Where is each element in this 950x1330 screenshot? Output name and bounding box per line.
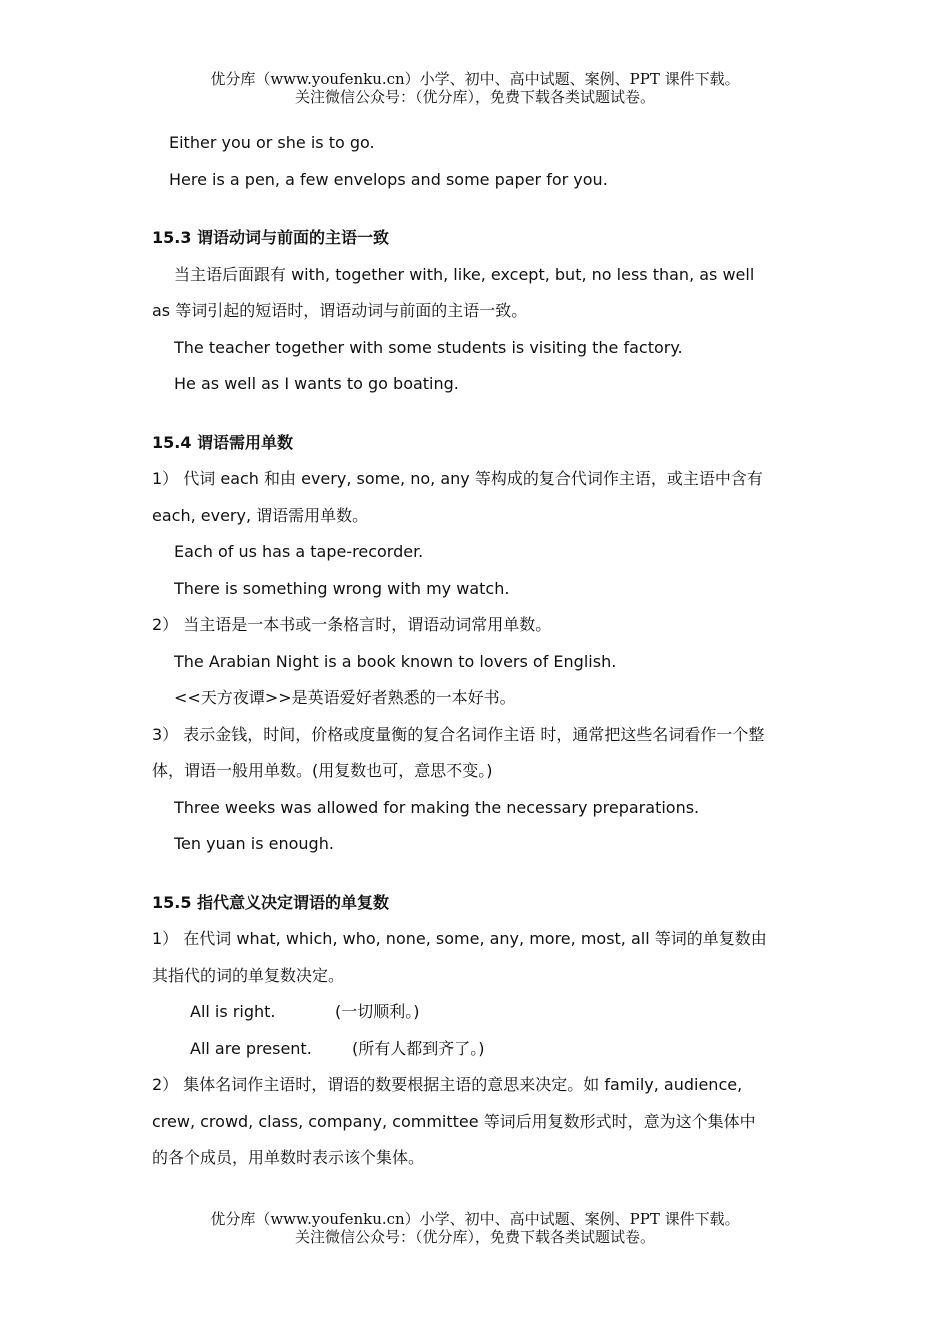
example-sentence: There is something wrong with my watch. [174, 578, 510, 598]
rule-line: 3） 表示金钱，时间，价格或度量衡的复合名词作主语 时，通常把这些名词看作一个整 [152, 724, 765, 744]
section-heading-15-4: 15.4 谓语需用单数 [152, 432, 294, 452]
rule-line: 2） 集体名词作主语时，谓语的数要根据主语的意思来决定。如 family, audience, [152, 1075, 743, 1094]
example-sentence: The teacher together with some students is visiting the factory. [174, 337, 683, 357]
footer-line-1: 优分库（www.youfenku.cn）小学、初中、高中试题、案例、PPT 课件下载。 [210, 1210, 740, 1228]
header-line-2: 关注微信公众号：（优分库），免费下载各类试题试卷。 [294, 88, 655, 106]
example-translation: (一切顺利。) [335, 1002, 420, 1021]
rule-line: 1） 代词 each 和由 every, some, no, any 等构成的复合代词作主语，或主语中含有 [152, 469, 763, 488]
example-sentence: All are present. [190, 1038, 312, 1058]
example-sentence: He as well as I wants to go boating. [174, 374, 459, 393]
paragraph-line: 当主语后面跟有 with, together with, like, except, but, no less than, as well [174, 264, 755, 284]
example-sentence: The Arabian Night is a book known to lovers of English. [174, 651, 617, 671]
example-sentence: Here is a pen, a few envelops and some paper for you. [169, 169, 608, 189]
example-translation: <<天方夜谭>>是英语爱好者熟悉的一本好书。 [174, 688, 516, 707]
header-line-1: 优分库（www.youfenku.cn）小学、初中、高中试题、案例、PPT 课件下载。 [210, 70, 740, 88]
example-row [152, 994, 797, 1031]
example-sentence: Three weeks was allowed for making the necessary preparations. [174, 797, 700, 817]
footer-line-2: 关注微信公众号：（优分库），免费下载各类试题试卷。 [294, 1228, 655, 1246]
document-body [152, 125, 797, 1177]
example-sentence: Either you or she is to go. [169, 133, 375, 152]
paragraph-line: as 等词引起的短语时，谓语动词与前面的主语一致。 [152, 301, 528, 320]
example-translation: (所有人都到齐了。) [352, 1038, 485, 1058]
section-heading-15-5: 15.5 指代意义决定谓语的单复数 [152, 892, 390, 912]
rule-line: 1） 在代词 what, which, who, none, some, any, more, most, all 等词的单复数由 [152, 929, 767, 948]
example-sentence: Each of us has a tape-recorder. [174, 542, 424, 561]
page-header [0, 70, 950, 106]
example-sentence: All is right. [190, 1002, 276, 1021]
section-heading-15-3: 15.3 谓语动词与前面的主语一致 [152, 228, 390, 247]
rule-line: 2） 当主语是一本书或一条格言时，谓语动词常用单数。 [152, 615, 552, 634]
example-sentence: Ten yuan is enough. [174, 834, 334, 853]
rule-line: crew, crowd, class, company, committee 等词后用复数形式时，意为这个集体中 [152, 1111, 756, 1131]
rule-line: 其指代的词的单复数决定。 [152, 965, 345, 985]
rule-line: 体，谓语一般用单数。(用复数也可，意思不变。) [152, 761, 493, 780]
rule-line: each, every, 谓语需用单数。 [152, 505, 369, 525]
example-row [152, 1031, 797, 1068]
page-footer [0, 1210, 950, 1246]
rule-line: 的各个成员，用单数时表示该个集体。 [152, 1148, 425, 1167]
